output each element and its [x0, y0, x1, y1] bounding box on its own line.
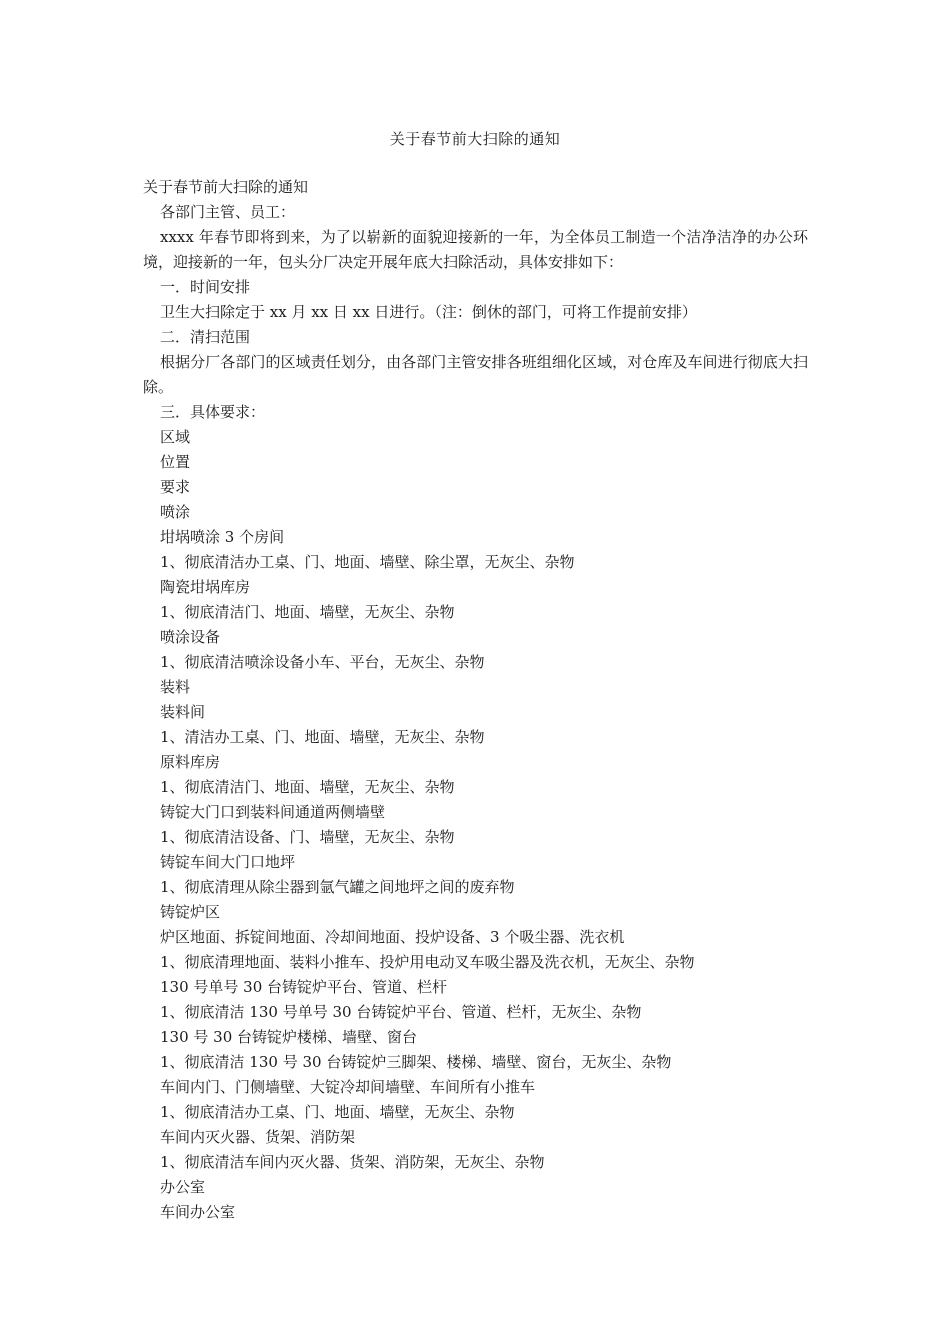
- table-header-requirement: 要求: [160, 478, 191, 496]
- section-2-text: 根据分厂各部门的区域责任划分，由各部门主管安排各班组细化区域，对仓库及车间进行彻底大扫除。: [143, 353, 808, 396]
- list-item: 1、彻底清洁办工桌、门、地面、墙壁、除尘罩，无灰尘、杂物: [160, 553, 575, 571]
- table-header-location: 位置: [160, 453, 191, 471]
- list-item: 车间内灭火器、货架、消防架: [160, 1128, 356, 1146]
- list-item: 1、彻底清洁车间内灭火器、货架、消防架，无灰尘、杂物: [160, 1153, 545, 1171]
- list-item: 130 号单号 30 台铸锭炉平台、管道、栏杆: [160, 978, 448, 996]
- list-item: 炉区地面、拆锭间地面、冷却间地面、投炉设备、3 个吸尘器、洗衣机: [160, 928, 625, 946]
- list-item: 1、彻底清洁 130 号 30 台铸锭炉三脚架、楼梯、墙壁、窗台，无灰尘、杂物: [160, 1053, 672, 1071]
- list-item: 130 号 30 台铸锭炉楼梯、墙壁、窗台: [160, 1028, 418, 1046]
- greeting-line: 各部门主管、员工：: [160, 203, 296, 221]
- list-item: 原料库房: [160, 753, 221, 771]
- section-1-title: 一．时间安排: [160, 278, 251, 296]
- list-item: 铸锭炉区: [160, 903, 221, 921]
- document-body: [143, 175, 808, 1225]
- list-item: 喷涂设备: [160, 628, 221, 646]
- list-item: 陶瓷坩埚库房: [160, 578, 251, 596]
- list-item: 喷涂: [160, 503, 191, 521]
- list-item: 铸锭车间大门口地坪: [160, 853, 296, 871]
- list-item: 坩埚喷涂 3 个房间: [160, 528, 285, 546]
- list-item: 1、彻底清洁设备、门、墙壁，无灰尘、杂物: [160, 828, 455, 846]
- requirements-list: [143, 500, 808, 1225]
- list-item: 车间办公室: [160, 1203, 236, 1221]
- list-item: 1、彻底清理从除尘器到氩气罐之间地坪之间的废弃物: [160, 878, 515, 896]
- list-item: 车间内门、门侧墙壁、大锭冷却间墙壁、车间所有小推车: [160, 1078, 536, 1096]
- section-1-text: 卫生大扫除定于 xx 月 xx 日 xx 日进行。（注：倒休的部门，可将工作提前安排）: [160, 303, 697, 321]
- list-item: 办公室: [160, 1178, 206, 1196]
- list-item: 1、彻底清理地面、装料小推车、投炉用电动叉车吸尘器及洗衣机，无灰尘、杂物: [160, 953, 695, 971]
- list-item: 1、彻底清洁 130 号单号 30 台铸锭炉平台、管道、栏杆，无灰尘、杂物: [160, 1003, 642, 1021]
- list-item: 装料间: [160, 703, 206, 721]
- list-item: 1、彻底清洁门、地面、墙壁，无灰尘、杂物: [160, 778, 455, 796]
- list-item: 铸锭大门口到装料间通道两侧墙壁: [160, 803, 386, 821]
- list-item: 1、清洁办工桌、门、地面、墙壁，无灰尘、杂物: [160, 728, 485, 746]
- section-3-title: 三．具体要求：: [160, 403, 266, 421]
- table-header-area: 区域: [160, 428, 191, 446]
- intro-paragraph: xxxx 年春节即将到来，为了以崭新的面貌迎接新的一年，为全体员工制造一个洁净洁净的办公环境，迎接新的一年，包头分厂决定开展年底大扫除活动，具体安排如下：: [143, 228, 808, 271]
- page-title: 关于春节前大扫除的通知: [389, 130, 561, 148]
- list-item: 1、彻底清洁喷涂设备小车、平台，无灰尘、杂物: [160, 653, 485, 671]
- list-item: 装料: [160, 678, 191, 696]
- document-heading: 关于春节前大扫除的通知: [143, 178, 309, 196]
- list-item: 1、彻底清洁门、地面、墙壁，无灰尘、杂物: [160, 603, 455, 621]
- list-item: 1、彻底清洁办工桌、门、地面、墙壁，无灰尘、杂物: [160, 1103, 515, 1121]
- section-2-title: 二．清扫范围: [160, 328, 251, 346]
